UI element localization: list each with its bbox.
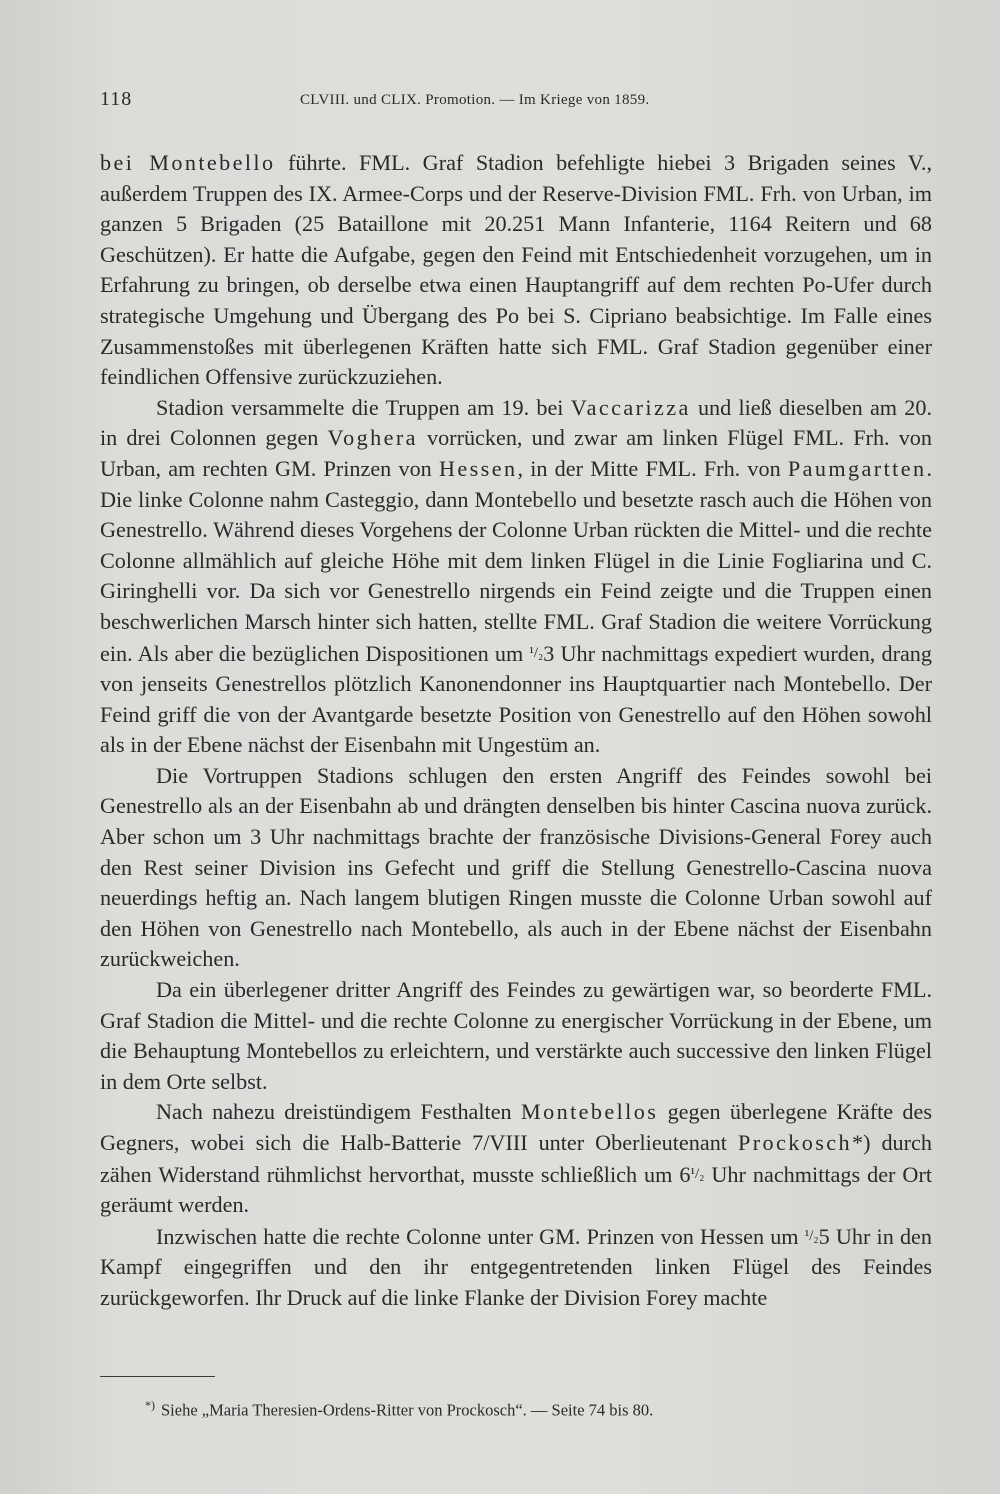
emphasized-name: Voghera <box>327 425 418 451</box>
text-run: *) durch zähen Widerstand rühmlichst hervorthat, musste schließlich um 6 <box>100 1130 932 1187</box>
paragraph <box>100 1221 932 1314</box>
emphasized-name: Hessen <box>438 455 518 481</box>
emphasized-name: Prockosch <box>737 1130 852 1155</box>
text-run: 5 Uhr in den Kampf eingegriffen und den ihr entgegentretenden linken Flügel des Feindes zurückgeworfen. Ihr Druck auf die linke Flanke der Division Forey machte <box>100 1223 932 1310</box>
page-header <box>100 88 740 118</box>
footnote-rule <box>100 1376 215 1377</box>
paragraph <box>100 761 932 975</box>
text-run: Da ein überlegener dritter Angriff des Feindes zu gewärtigen war, so beorderte FML. Graf Stadion die Mittel- und die rechte Colonne zu energischer Vorrückung in der Ebene, um die Behauptung Montebellos zu erleichtern, und verstärkte auch successive den linken Flügel in dem Orte selbst. <box>100 977 932 1094</box>
emphasized-name: bei Montebello <box>100 150 276 175</box>
emphasized-name: Vaccarizza <box>570 394 691 420</box>
fraction: ¹/₂ <box>804 1227 819 1244</box>
page-number: 118 <box>100 88 133 110</box>
paragraph <box>100 975 932 1097</box>
fraction: ¹/₂ <box>690 1165 705 1182</box>
body-text <box>100 148 932 1314</box>
text-run: Inzwischen hatte die rechte Colonne unter GM. Prinzen von Hessen um <box>156 1223 805 1249</box>
fraction: ¹/₂ <box>529 644 544 661</box>
text-run: vorrücken, und zwar am linken Flügel FML. Frh. von Urban, am rechten GM. Prinzen von <box>100 425 932 481</box>
text-run: Stadion versammelte die Truppen am 19. bei <box>156 394 571 420</box>
text-run: Die Vortruppen Stadions schlugen den ersten Angriff des Feindes sowohl bei Genestrello als an der Eisenbahn ab und drängten denselben bis hinter Cascina nuova zurück. Aber schon um 3 Uhr nachmittags brachte der französische Divisions-General Forey auch den Rest seiner Division ins Gefecht und griff die Stellung Genestrello-Cascina nuova neuerdings heftig an. Nach langem blutigen Ringen musste die Colonne Urban sowohl auf den Höhen von Genestrello nach Montebello, als auch in der Ebene nächst der Eisenbahn zurückweichen. <box>100 762 932 972</box>
text-run: . Die linke Colonne nahm Casteggio, dann Montebello und besetzte rasch auch die Höhen von Genestrello. Während dieses Vorgehens der Colonne Urban rückten die Mittel- und die rechte Colonne allmählich auf gleiche Höhe mit dem linken Flügel in die Linie Fogliarina und C. Giringhelli vor. Da sich vor Genestrello nirgends ein Feind zeigte und die Truppen einen beschwerlichen Marsch hinter sich hatten, stellte FML. Graf Stadion die weitere Vorrückung ein. Als aber die bezüglichen Dispositionen um <box>100 455 932 666</box>
footnote <box>145 1398 845 1421</box>
paragraph <box>100 1097 932 1220</box>
paragraph <box>100 393 932 761</box>
footnote-text: Siehe „Maria Theresien-Ordens-Ritter von Prockosch“. — Seite 74 bis 80. <box>161 1400 654 1420</box>
text-run: 3 Uhr nachmittags expediert wurden, drang von jenseits Genestrellos plötzlich Kanonendonner ins Hauptquartier nach Montebello. Der Feind griff die von der Avantgarde besetzte Position von Genestrello auf den Höhen sowohl als in der Ebene nächst der Eisenbahn mit Ungestüm an. <box>100 640 932 758</box>
emphasized-name: Montebellos <box>520 1099 659 1125</box>
running-title: CLVIII. und CLIX. Promotion. — Im Kriege von 1859. <box>300 92 650 108</box>
text-run: gegen überlegene Kräfte des Gegners, wobei sich die Halb-Batterie 7/VIII unter Oberlieutenant <box>100 1099 932 1155</box>
text-run: und ließ dieselben am 20. in drei Colonnen gegen <box>100 394 932 451</box>
text-run: führte. FML. Graf Stadion befehligte hiebei 3 Brigaden seines V., außerdem Truppen des IX. Armee-Corps und der Reserve-Division FML. Frh. von Urban, im ganzen 5 Brigaden (25 Bataillone mit 20.251 Mann Infanterie, 1164 Reitern und 68 Geschützen). Er hatte die Aufgabe, gegen den Feind mit Entschiedenheit vorzugehen, um in Erfahrung zu bringen, ob derselbe etwa einen Hauptangriff auf dem rechten Po-Ufer durch strategische Umgehung und Übergang des Po bei S. Cipriano beabsichtige. Im Falle eines Zusammenstoßes mit überlegenen Kräften hatte sich FML. Graf Stadion gegenüber einer feindlichen Offensive zurückzuziehen. <box>100 150 932 390</box>
footnote-marker: *) <box>145 1398 155 1412</box>
paragraph <box>100 148 932 393</box>
text-run: Uhr nachmittags der Ort geräumt werden. <box>100 1161 933 1218</box>
text-run: , in der Mitte FML. Frh. von <box>517 455 788 481</box>
text-run: Nach nahezu dreistündigem Festhalten <box>156 1099 521 1125</box>
emphasized-name: Paumgartten <box>787 455 927 481</box>
